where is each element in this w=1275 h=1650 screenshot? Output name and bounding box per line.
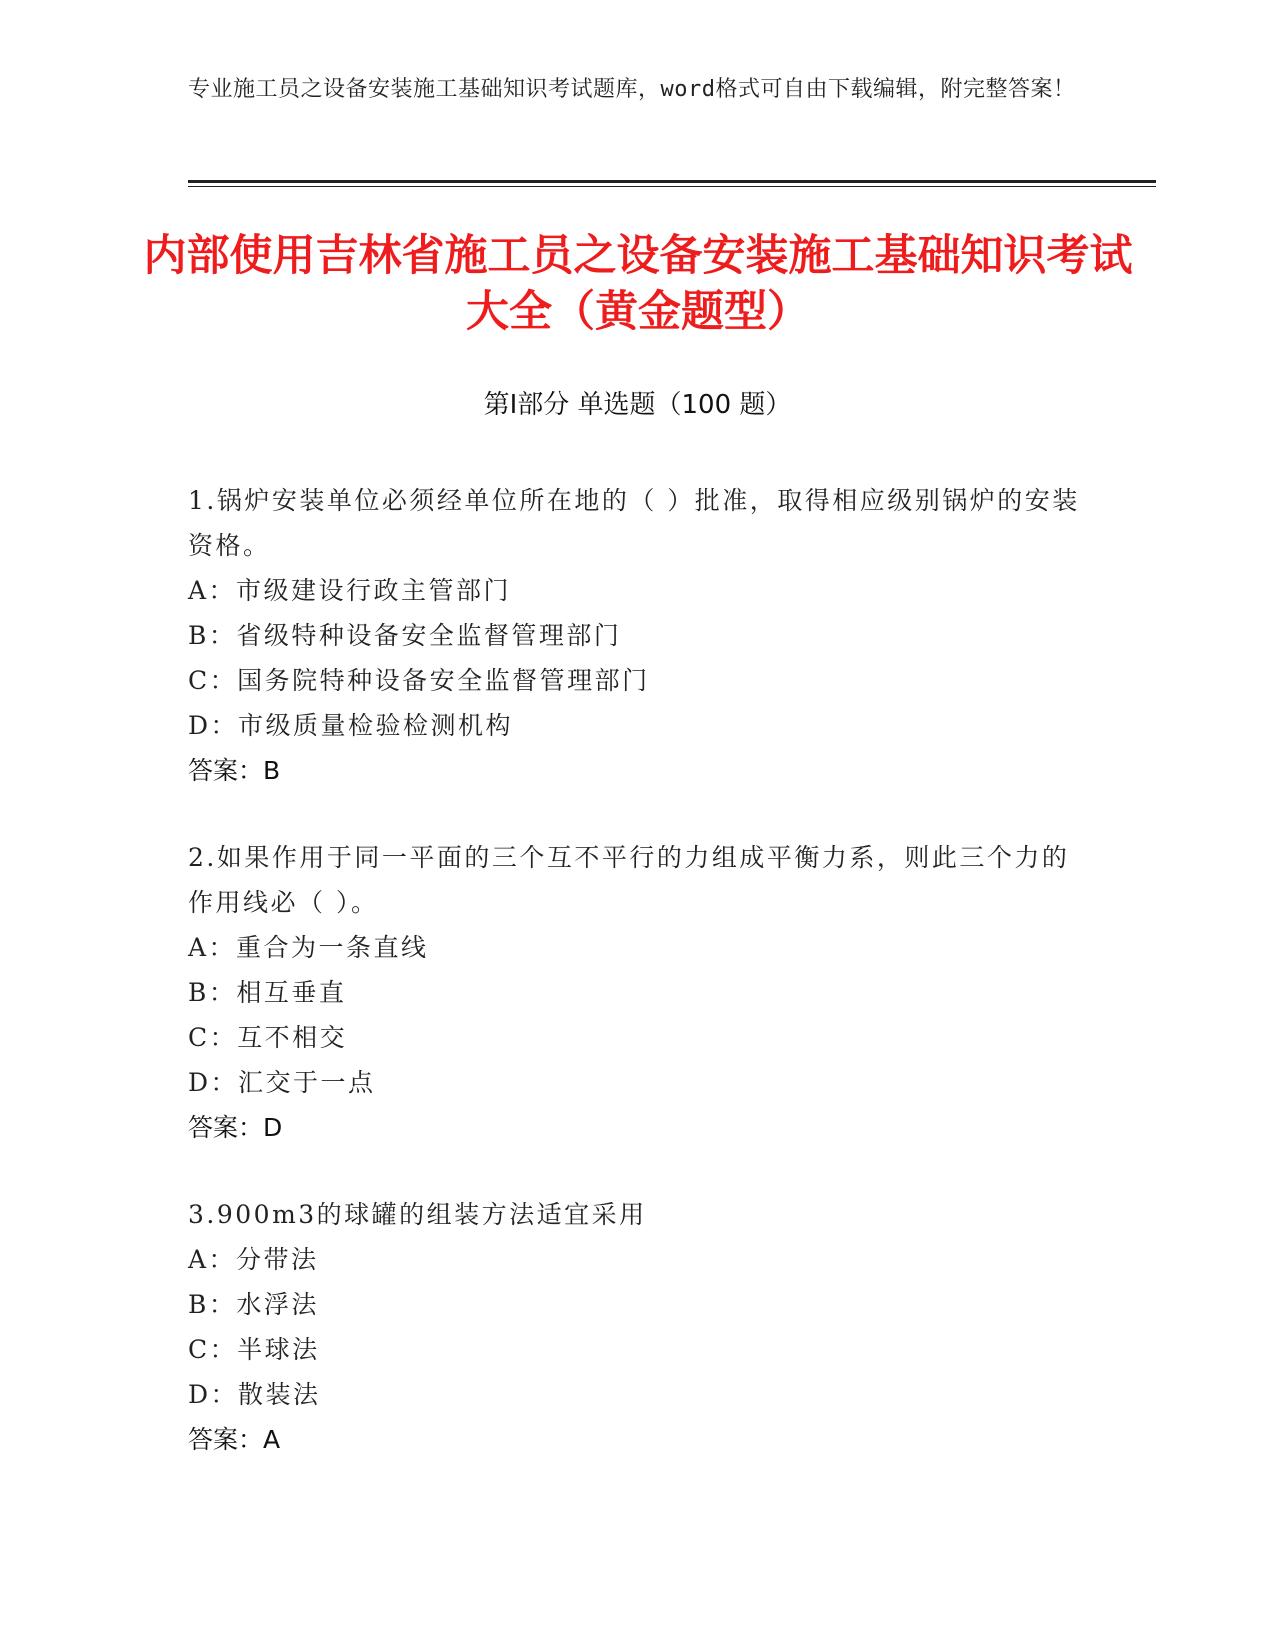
option-a: A：分带法 [188,1245,319,1274]
option-c: C：半球法 [188,1335,320,1364]
option-c: C：国务院特种设备安全监督管理部门 [188,666,650,695]
question-list [188,478,1088,1504]
answer-line: 答案：D [188,1113,283,1142]
question-1 [188,478,1088,793]
option-b: B：水浮法 [188,1290,319,1319]
question-stem: 1.锅炉安装单位必须经单位所在地的（ ）批准，取得相应级别锅炉的安装资格。 [188,486,1080,560]
header-rule-thick [188,180,1156,183]
option-d: D：汇交于一点 [188,1068,376,1097]
question-3 [188,1192,1088,1462]
question-2 [188,835,1088,1150]
option-a: A：重合为一条直线 [188,933,429,962]
document-title: 内部使用吉林省施工员之设备安装施工基础知识考试大全（黄金题型） [143,231,1133,337]
question-stem: 2.如果作用于同一平面的三个互不平行的力组成平衡力系，则此三个力的作用线必（ ）。 [188,843,1070,917]
header-note: 专业施工员之设备安装施工基础知识考试题库，word格式可自由下载编辑，附完整答案！ [188,77,1076,102]
section-heading: 第Ⅰ部分 单选题（100 题） [483,390,792,420]
option-a: A：市级建设行政主管部门 [188,576,512,605]
header-rule-thin [188,186,1156,187]
option-d: D：市级质量检验检测机构 [188,711,514,740]
option-c: C：互不相交 [188,1023,348,1052]
question-stem: 3.900m3的球罐的组装方法适宜采用 [188,1200,647,1229]
answer-line: 答案：B [188,756,281,785]
option-d: D：散装法 [188,1380,321,1409]
option-b: B：相互垂直 [188,978,347,1007]
answer-line: 答案：A [188,1425,281,1454]
option-b: B：省级特种设备安全监督管理部门 [188,621,622,650]
